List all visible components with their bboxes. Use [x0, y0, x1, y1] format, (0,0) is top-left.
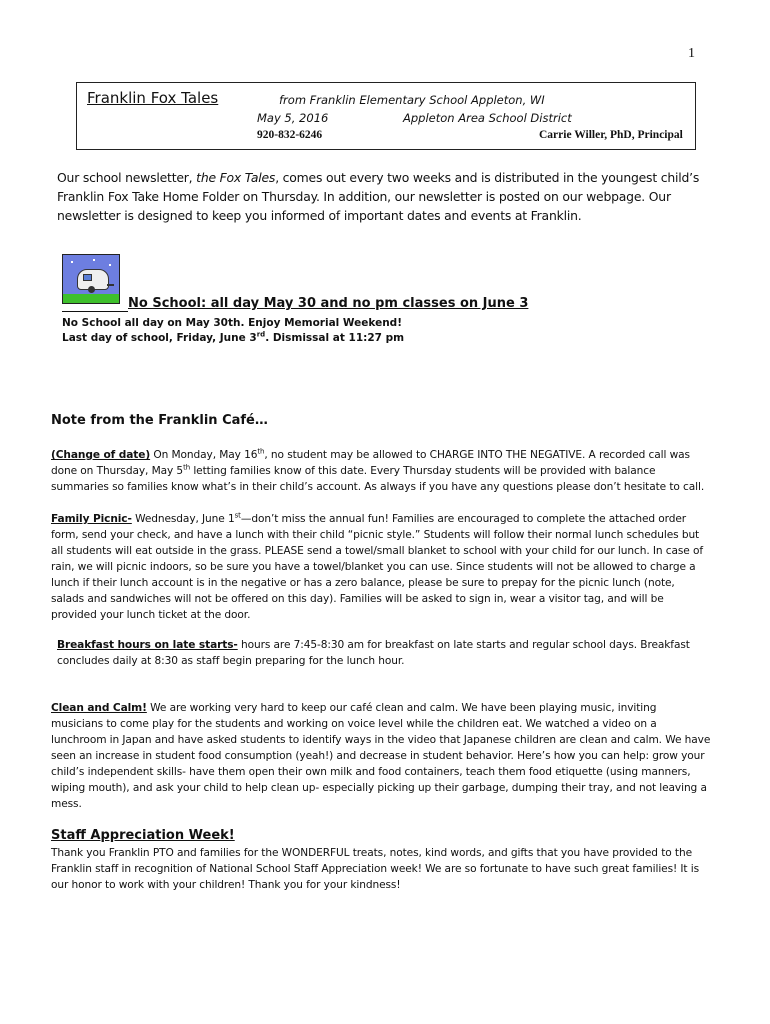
- change-of-date-paragraph: (Change of date) On Monday, May 16th, no student may be allowed to CHARGE INTO THE NEGATIVE. A recorded call was done on Thursday, May 5th letting families know of this date. Every Thursday students will be provided with balance summaries so families know what’s in their child’s account. As always if you have any questions please don’t hesitate to call.: [51, 447, 705, 493]
- no-school-line-2: Last day of school, Friday, June 3rd. Dismissal at 11:27 pm: [62, 330, 405, 344]
- staff-appreciation-paragraph: Thank you Franklin PTO and families for the WONDERFUL treats, notes, kind words, and gifts that you have provided to the Franklin staff in recognition of National School Staff Appreciation week! We are so fortunate to have such great families! It is our honor to work with your children! Thank you for your kindness!: [51, 847, 700, 891]
- breakfast-label: Breakfast hours on late starts-: [57, 639, 238, 651]
- newsletter-title: Franklin Fox Tales: [87, 89, 219, 107]
- change-of-date-label: (Change of date): [51, 449, 151, 461]
- newsletter-name: the Fox Tales: [196, 170, 276, 185]
- page-number: 1: [688, 46, 695, 61]
- school-phone: 920-832-6246: [257, 129, 323, 141]
- school-name: from Franklin Elementary School Appleton, WI: [279, 93, 545, 107]
- no-school-heading: No School: all day May 30 and no pm classes on June 3: [128, 296, 529, 311]
- principal-name: Carrie Willer, PhD, Principal: [539, 129, 683, 141]
- intro-paragraph: Our school newsletter, the Fox Tales, comes out every two weeks and is distributed in the youngest child’s Franklin Fox Take Home Folder on Thursday. In addition, our newsletter is posted on our webpage. Our newsletter is designed to keep you informed of important dates and events at Franklin.: [57, 170, 700, 223]
- clean-and-calm-label: Clean and Calm!: [51, 702, 147, 714]
- clean-and-calm-paragraph: Clean and Calm! We are working very hard to keep our café clean and calm. We have been playing music, inviting musicians to come play for the students and working on voice level while the children eat. We watched a video on a lunchroom in Japan and have asked students to identify ways in the video that Japanese children are clean and calm. We have seen an increase in student food consumption (yeah!) and decrease in student behavior. Here’s how you can help: grow your child’s independent skills- have them open their own milk and food containers, teach them food etiquette (using manners, wiping mouth), and ask your child to help clean up- especially picking up their garbage, dumping their tray, and not leaving a mess.: [51, 702, 711, 810]
- family-picnic-paragraph: Family Picnic- Wednesday, June 1st—don’t miss the annual fun! Families are encouraged to complete the attached order form, send your check, and have a lunch with their child “picnic style.” Students will follow their normal lunch schedules but all students will eat outside in the grass. PLEASE send a towel/small blanket to school with your child for our lunch. In case of rain, we will picnic indoors, so be sure you have a towel/blanket you can use. Since students will not be allowed to charge a lunch if their lunch account is in the negative or has a zero balance, please be sure to prepay for the picnic lunch (note, salads and sandwiches will not be offered on this day). Families will be asked to sign in, wear a visitor tag, and will be provided your lunch ticket at the door.: [51, 511, 703, 621]
- camper-trailer-icon: [62, 254, 120, 304]
- issue-date: May 5, 2016: [257, 111, 329, 125]
- cafe-heading: Note from the Franklin Café…: [51, 413, 268, 428]
- family-picnic-label: Family Picnic-: [51, 513, 132, 525]
- newsletter-header: [76, 82, 696, 150]
- clipart-underline: [62, 311, 128, 312]
- no-school-line-1: No School all day on May 30th. Enjoy Memorial Weekend!: [62, 317, 402, 329]
- breakfast-paragraph: Breakfast hours on late starts- hours are 7:45-8:30 am for breakfast on late starts and regular school days. Breakfast concludes daily at 8:30 as staff begin preparing for the lunch hour.: [57, 639, 690, 667]
- staff-appreciation-heading: Staff Appreciation Week!: [51, 828, 235, 843]
- district-name: Appleton Area School District: [403, 111, 572, 125]
